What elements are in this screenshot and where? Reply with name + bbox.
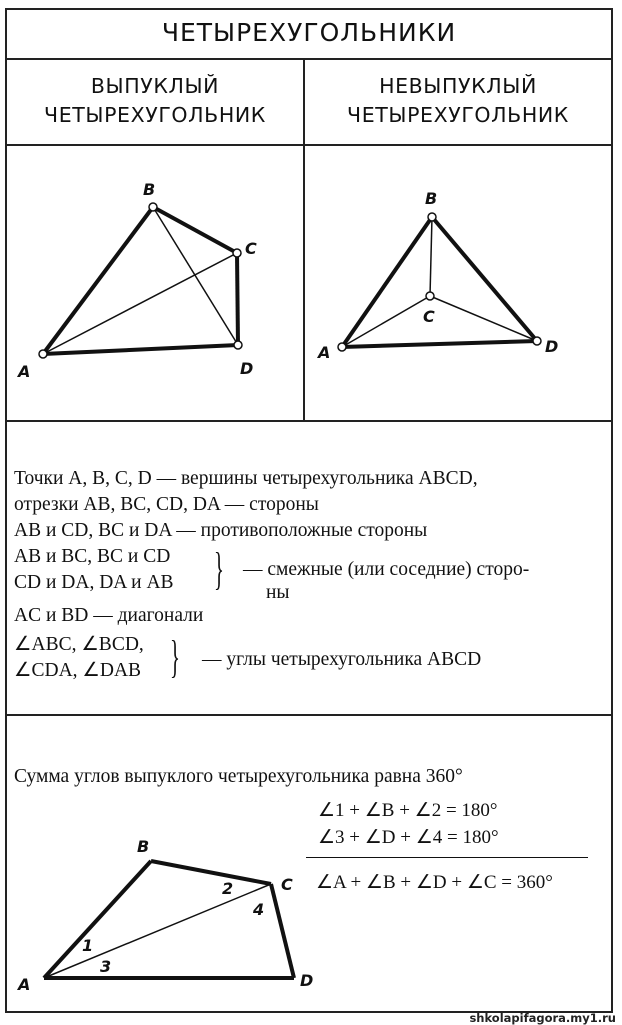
vertex-label: A — [18, 362, 31, 381]
vertex-label: C — [245, 239, 257, 258]
site-watermark: shkolapifagora.my1.ru — [469, 1011, 616, 1025]
vertex-label: B — [137, 837, 150, 856]
column-header-line: ВЫПУКЛЫЙ — [90, 74, 220, 98]
brace: } — [214, 543, 224, 594]
column-header-line: ЧЕТЫРЕХУГОЛЬНИК — [44, 103, 266, 127]
definition-opposite-sides: AB и CD, BC и DA — противоположные стороны — [14, 520, 428, 541]
definition-sides: отрезки AB, BC, CD, DA — стороны — [14, 494, 319, 515]
equation-1: ∠1 + ∠B + ∠2 = 180° — [318, 800, 498, 821]
vertex-label: D — [545, 337, 559, 356]
vertex-label: D — [300, 971, 314, 990]
definition-adjacent-sides-end: ны — [266, 582, 290, 603]
equation-2: ∠3 + ∠D + ∠4 = 180° — [318, 827, 499, 848]
angle-number: 2 — [222, 879, 234, 898]
vertex-label: C — [281, 875, 293, 894]
equation-3: ∠A + ∠B + ∠D + ∠C = 360° — [316, 872, 553, 893]
definition-angles-1: ∠ABC, ∠BCD, — [14, 634, 144, 655]
definition-angles-2: ∠CDA, ∠DAB — [14, 660, 142, 681]
page-title: ЧЕТЫРЕХУГОЛЬНИКИ — [161, 18, 457, 47]
definition-adjacent-sides: — смежные (или соседние) сторо- — [243, 559, 530, 580]
vertex-label: A — [318, 343, 331, 362]
vertex-label: B — [425, 189, 438, 208]
column-header-line: ЧЕТЫРЕХУГОЛЬНИК — [347, 103, 569, 127]
angle-number: 3 — [100, 957, 112, 976]
vertex-label: A — [18, 975, 31, 994]
angle-number: 4 — [253, 900, 265, 919]
vertex-label: D — [240, 359, 254, 378]
column-header-line: НЕВЫПУКЛЫЙ — [379, 74, 537, 98]
definition-adjacent-pair-2: CD и DA, DA и AB — [14, 572, 174, 593]
sum-statement: Сумма углов выпуклого четырехугольника равна 360° — [14, 766, 463, 787]
vertex-label: C — [423, 307, 435, 326]
definition-angles: — углы четырехугольника ABCD — [202, 649, 482, 670]
brace: } — [170, 631, 180, 682]
definition-vertices: Точки A, B, C, D — вершины четырехугольника ABCD, — [14, 468, 478, 489]
definition-diagonals: AC и BD — диагонали — [14, 605, 204, 626]
angle-number: 1 — [82, 936, 94, 955]
definition-adjacent-pair-1: AB и BC, BC и CD — [14, 546, 171, 567]
vertex-label: B — [143, 180, 156, 199]
